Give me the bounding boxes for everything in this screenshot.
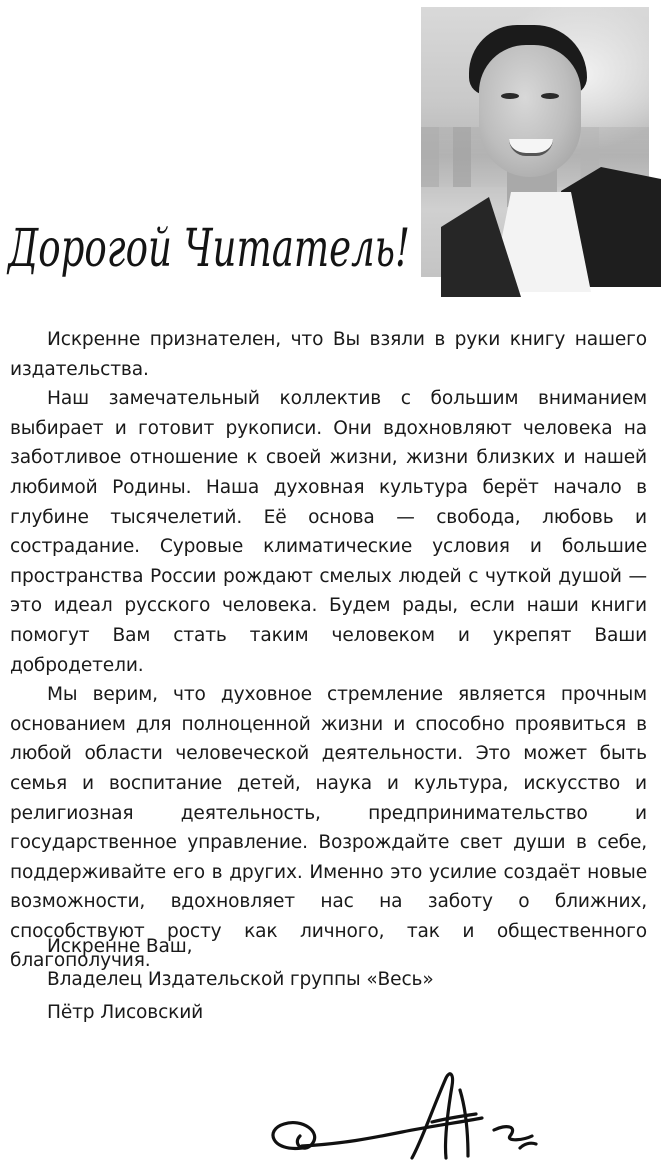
closing-line: Искренне Ваш, <box>47 936 193 957</box>
letter-paragraph-2: Наш замечательный коллектив с большим вниманием выбирает и готовит рукописи. Они вдохновляют человека на заботливое отношение к своей жизни, жизни близких и нашей любимой Родины. Наша духовная культура берёт начало в глубине тысячелетий. Её основа — свобода, любовь и сострадание. Суровые климатические условия и большие пространства России рождают смелых людей с чуткой душой — это идеал русского человека. Будем рады, если наши книги помогут Вам стать таким человеком и укрепят Ваши добродетели. <box>10 388 647 676</box>
greeting-text: Дорогой Читатель! <box>6 219 410 279</box>
letter-body <box>10 325 647 976</box>
signoff-block <box>47 930 607 1029</box>
author-name: Пётр Лисовский <box>47 1002 204 1023</box>
photo-eye-right <box>541 93 559 99</box>
photo-eye-left <box>501 93 519 99</box>
author-title: Владелец Издательской группы «Весь» <box>47 969 434 990</box>
handwritten-greeting <box>6 202 416 288</box>
handwritten-signature <box>262 1060 562 1166</box>
letter-paragraph-1: Искренне признателен, что Вы взяли в руки книгу нашего издательства. <box>10 329 647 380</box>
author-photo <box>421 7 649 277</box>
photo-face <box>479 45 581 177</box>
letter-paragraph-3: Мы верим, что духовное стремление является прочным основанием для полноценной жизни и способно проявиться в любой области человеческой деятельности. Это может быть семья и воспитание детей, наука и культура, искусство и религиозная деятельность, предпринимательство и государственное управление. Возрождайте свет души в себе, поддерживайте его в других. Именно это усилие создаёт новые возможности, вдохновляет нас на заботу о ближних, способствуют росту как личного, так и общественного благополучия. <box>10 684 647 972</box>
